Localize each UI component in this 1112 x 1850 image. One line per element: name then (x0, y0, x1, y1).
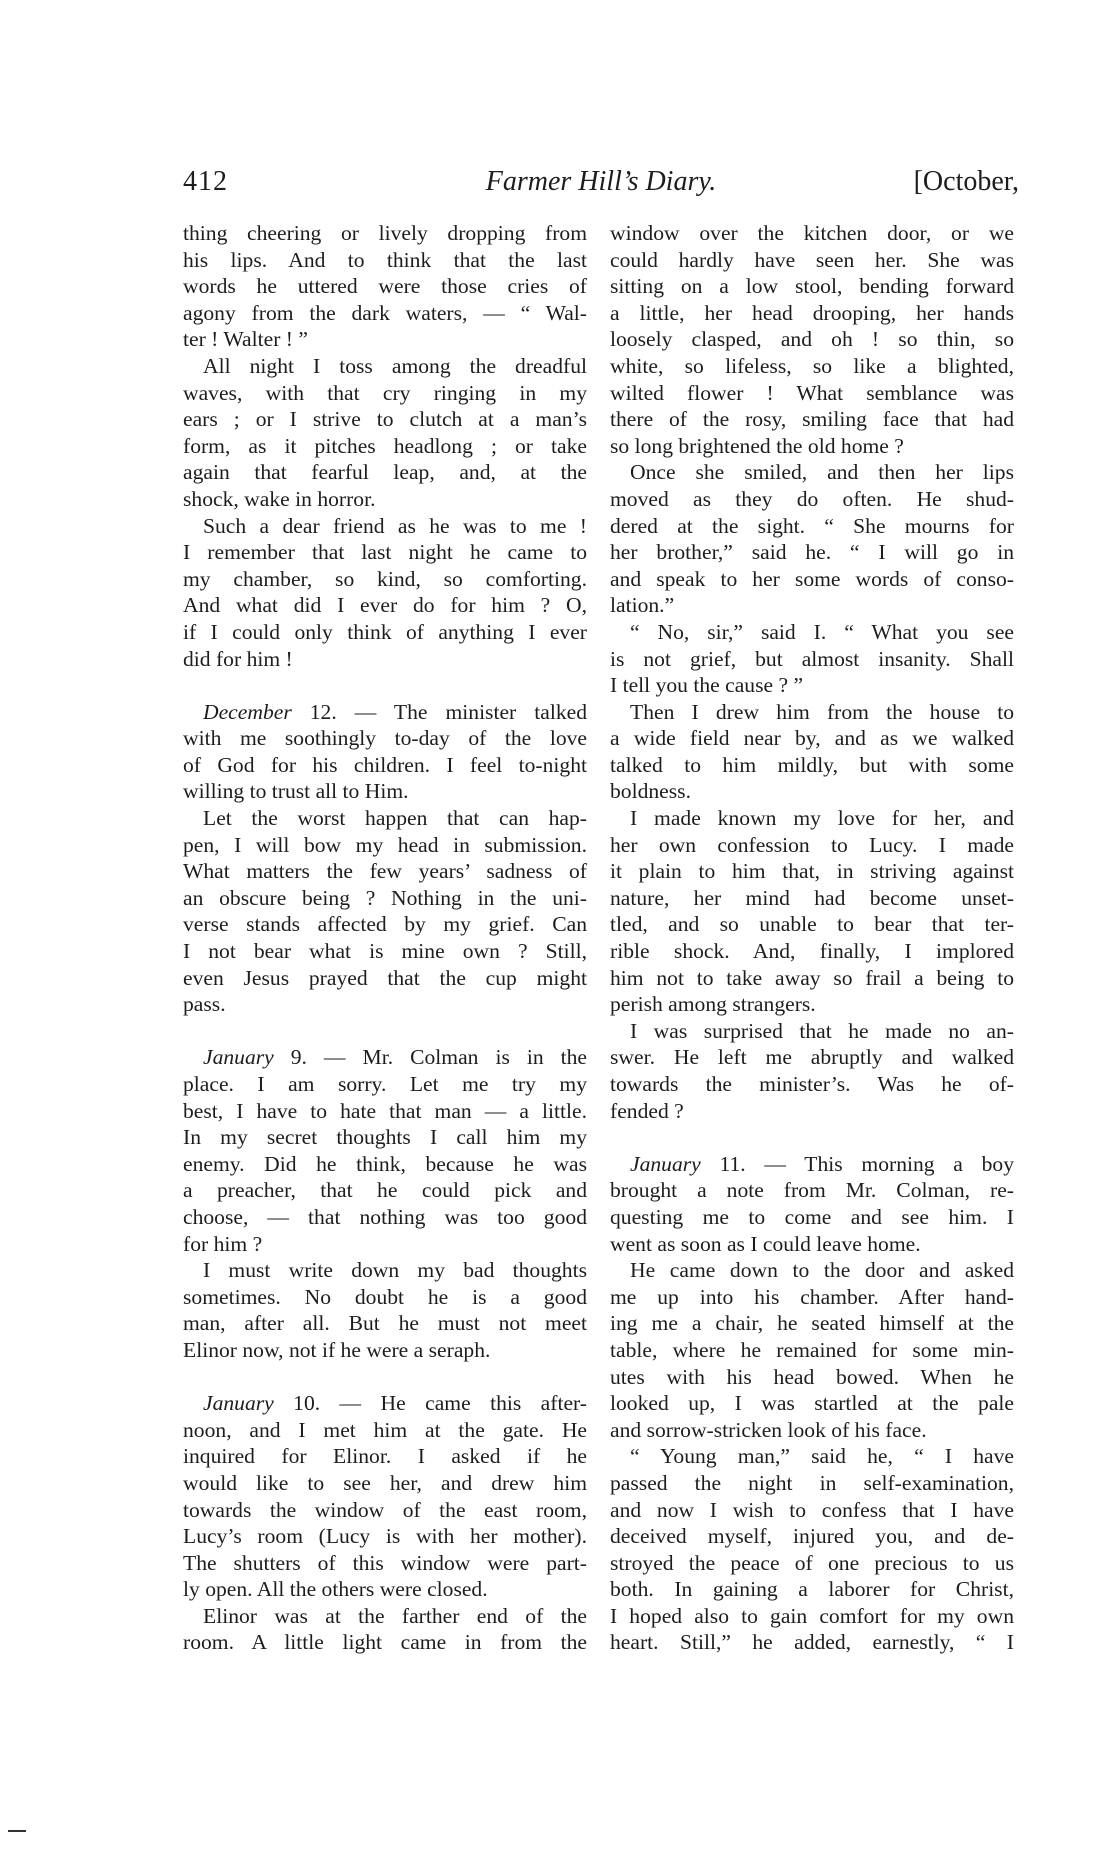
text-line (610, 1470, 1014, 1497)
line-text: thing cheering or lively dropping from (183, 221, 587, 245)
line-text: room. A little light came in from the (183, 1630, 587, 1655)
line-text: his lips. And to think that the last (183, 247, 587, 272)
text-line (183, 1257, 587, 1284)
line-text: dered at the sight. “ She mourns for (610, 513, 1014, 538)
line-text: moved as they do often. He shud- (610, 486, 1014, 511)
text-line (183, 832, 587, 859)
line-text: I made known my love for her, and (630, 806, 1014, 831)
line-text: I not bear what is mine own ? Still, (183, 939, 587, 964)
text-line (610, 513, 1014, 540)
line-text: both. In gaining a laborer for Christ, (610, 1577, 1014, 1602)
line-text: towards the window of the east room, (183, 1497, 587, 1522)
text-line (610, 858, 1014, 885)
line-text: What matters the few years’ sadness of (183, 859, 587, 884)
line-text: 11. — This morning a boy (700, 1151, 1014, 1176)
text-line (183, 1390, 587, 1417)
line-text: place. I am sorry. Let me try my (183, 1072, 587, 1096)
text-line (610, 353, 1014, 380)
running-month: [October, (913, 166, 1019, 197)
line-text: and speak to her some words of conso- (610, 566, 1014, 591)
line-text: agony from the dark waters, — “ Wal- (183, 300, 587, 325)
text-line (610, 965, 1014, 992)
line-text: 9. — Mr. Colman is in the (273, 1045, 587, 1070)
text-line (183, 991, 587, 1018)
line-text: waves, with that cry ringing in my (183, 380, 587, 405)
line-text: Elinor was at the farther end of the (203, 1603, 587, 1628)
text-line (183, 433, 587, 460)
line-text: even Jesus prayed that the cup might (183, 965, 587, 990)
line-text: words he uttered were those cries of (183, 274, 587, 299)
line-text: Lucy’s room (Lucy is with her mother). (183, 1524, 587, 1549)
text-line (183, 619, 587, 646)
line-text: pass. (183, 992, 226, 1017)
line-text: window over the kitchen door, or we (610, 221, 1014, 245)
line-text: form, as it pitches headlong ; or take (183, 433, 587, 458)
text-line (610, 1523, 1014, 1550)
line-text: shock, wake in horror. (183, 486, 376, 511)
text-line (183, 406, 587, 433)
line-text: did for him ! (183, 646, 293, 671)
text-line (610, 433, 1014, 460)
text-line (183, 911, 587, 938)
line-text: “ No, sir,” said I. “ What you see (630, 619, 1014, 644)
text-line (183, 247, 587, 274)
running-title: Farmer Hill’s Diary. (485, 166, 717, 197)
text-line (610, 539, 1014, 566)
text-line (183, 353, 587, 380)
text-line (183, 1629, 587, 1656)
line-text: looked up, I was startled at the pale (610, 1391, 1014, 1416)
text-line (610, 592, 1014, 619)
text-line (183, 1124, 587, 1151)
text-line (183, 778, 587, 805)
text-line (183, 805, 587, 832)
text-line (183, 725, 587, 752)
text-line (183, 858, 587, 885)
text-line (183, 1204, 587, 1231)
line-text: Once she smiled, and then her lips (630, 460, 1014, 485)
left-column (183, 220, 587, 1656)
line-text: and sorrow-stricken look of his face. (610, 1417, 927, 1442)
line-text: I tell you the cause ? ” (610, 673, 804, 698)
line-text: inquired for Elinor. I asked if he (183, 1444, 587, 1469)
text-line (610, 1098, 1014, 1125)
line-text: wilted flower ! What semblance was (610, 380, 1014, 405)
line-text: again that fearful leap, and, at the (183, 460, 587, 485)
line-text: ing me a chair, he seated himself at the (610, 1311, 1014, 1336)
text-line (610, 778, 1014, 805)
line-text: an obscure being ? Nothing in the uni- (183, 885, 587, 910)
line-text: man, after all. But he must not meet (183, 1311, 587, 1336)
text-line (183, 1071, 587, 1098)
text-line (610, 486, 1014, 513)
text-line (610, 1257, 1014, 1284)
entry-date: January (630, 1151, 701, 1176)
line-text: sometimes. No doubt he is a good (183, 1284, 587, 1309)
line-text: stroyed the peace of one precious to us (610, 1550, 1014, 1575)
text-line (610, 1390, 1014, 1417)
line-text: verse stands affected by my grief. Can (183, 912, 587, 937)
text-line (183, 1098, 587, 1125)
line-text: noon, and I met him at the gate. He (183, 1417, 587, 1442)
entry-gap (183, 672, 587, 699)
text-line (610, 326, 1014, 353)
line-text: towards the minister’s. Was he of- (610, 1072, 1014, 1096)
text-line (183, 965, 587, 992)
text-line (610, 1310, 1014, 1337)
line-text: 12. — The minister talked (291, 699, 587, 724)
text-line (183, 1284, 587, 1311)
line-text: her brother,” said he. “ I will go in (610, 540, 1014, 565)
line-text: me up into his chamber. After hand- (610, 1284, 1014, 1309)
line-text: deceived myself, injured you, and de- (610, 1524, 1014, 1549)
text-line (183, 752, 587, 779)
line-text: my chamber, so kind, so comforting. (183, 566, 587, 591)
line-text: for him ? (183, 1231, 263, 1256)
line-text: brought a note from Mr. Colman, re- (610, 1178, 1014, 1203)
line-text: fended ? (610, 1098, 684, 1123)
text-line (183, 1310, 587, 1337)
line-text: a preacher, that he could pick and (183, 1178, 587, 1203)
text-line (610, 1071, 1014, 1098)
text-line (183, 326, 587, 353)
running-header (183, 160, 1019, 204)
entry-gap (183, 1018, 587, 1045)
line-text: The shutters of this window were part- (183, 1550, 587, 1575)
line-text: I remember that last night he came to (183, 540, 587, 565)
line-text: I must write down my bad thoughts (203, 1258, 587, 1283)
text-line (183, 646, 587, 673)
text-line (610, 247, 1014, 274)
line-text: white, so lifeless, so like a blighted, (610, 353, 1014, 378)
text-line (610, 220, 1014, 247)
text-line (183, 1337, 587, 1364)
text-line (610, 1417, 1014, 1444)
text-line (183, 513, 587, 540)
page-number: 412 (183, 166, 228, 197)
text-line (183, 273, 587, 300)
line-text: Let the worst happen that can hap- (203, 806, 587, 831)
text-line (183, 459, 587, 486)
line-text: “ Young man,” said he, “ I have (630, 1444, 1014, 1469)
line-text: with me soothingly to-day of the love (183, 726, 587, 751)
line-text: rible shock. And, finally, I implored (610, 939, 1014, 964)
text-line (610, 1204, 1014, 1231)
text-line (183, 486, 587, 513)
text-line (183, 1044, 587, 1071)
text-line (610, 885, 1014, 912)
text-line (610, 646, 1014, 673)
text-line (610, 1497, 1014, 1524)
line-text: utes with his head bowed. When he (610, 1364, 1014, 1389)
text-line (183, 1497, 587, 1524)
text-line (183, 300, 587, 327)
text-line (610, 1443, 1014, 1470)
line-text: nature, her mind had become unset- (610, 885, 1014, 910)
text-line (183, 1231, 587, 1258)
text-line (610, 406, 1014, 433)
text-line (183, 1603, 587, 1630)
text-line (610, 991, 1014, 1018)
text-line (183, 1417, 587, 1444)
line-text: Such a dear friend as he was to me ! (203, 513, 587, 538)
text-line (610, 380, 1014, 407)
text-line (610, 805, 1014, 832)
text-line (610, 1151, 1014, 1178)
text-line (610, 1284, 1014, 1311)
text-line (610, 566, 1014, 593)
line-text: of God for his children. I feel to-night (183, 752, 587, 777)
text-line (183, 938, 587, 965)
text-line (610, 832, 1014, 859)
line-text: and now I wish to confess that I have (610, 1497, 1014, 1522)
line-text: questing me to come and see him. I (610, 1204, 1014, 1229)
line-text: I was surprised that he made no an- (630, 1018, 1014, 1043)
text-line (183, 592, 587, 619)
entry-gap (610, 1124, 1014, 1151)
text-line (610, 911, 1014, 938)
line-text: ly open. All the others were closed. (183, 1577, 488, 1602)
text-line (610, 1177, 1014, 1204)
text-line (610, 1576, 1014, 1603)
line-text: her own confession to Lucy. I made (610, 832, 1014, 857)
line-text: so long brightened the old home ? (610, 433, 904, 458)
text-line (183, 566, 587, 593)
line-text: him not to take away so frail a being to (610, 965, 1014, 990)
text-line (610, 938, 1014, 965)
margin-mark (8, 1830, 26, 1832)
line-text: talked to him mildly, but with some (610, 752, 1014, 777)
line-text: went as soon as I could leave home. (610, 1231, 921, 1256)
text-line (610, 699, 1014, 726)
text-line (610, 1603, 1014, 1630)
line-text: passed the night in self-examination, (610, 1470, 1014, 1495)
line-text: heart. Still,” he added, earnestly, “ I (610, 1630, 1014, 1655)
text-line (610, 1337, 1014, 1364)
line-text: tled, and so unable to bear that ter- (610, 912, 1014, 937)
text-line (610, 1044, 1014, 1071)
text-line (183, 1523, 587, 1550)
line-text: ter ! Walter ! ” (183, 327, 308, 352)
text-line (183, 1576, 587, 1603)
text-line (183, 1550, 587, 1577)
text-line (610, 273, 1014, 300)
text-line (610, 752, 1014, 779)
text-line (183, 380, 587, 407)
text-line (610, 619, 1014, 646)
text-line (610, 1629, 1014, 1656)
entry-date: January (203, 1391, 274, 1416)
text-line (610, 459, 1014, 486)
line-text: And what did I ever do for him ? O, (183, 593, 587, 618)
line-text: enemy. Did he think, because he was (183, 1151, 587, 1176)
line-text: swer. He left me abruptly and walked (610, 1045, 1014, 1070)
text-line (183, 1177, 587, 1204)
line-text: is not grief, but almost insanity. Shall (610, 646, 1014, 671)
entry-date: January (203, 1045, 274, 1070)
line-text: perish among strangers. (610, 992, 816, 1017)
text-line (183, 1151, 587, 1178)
line-text: best, I have to hate that man — a little. (183, 1098, 587, 1123)
line-text: choose, — that nothing was too good (183, 1204, 587, 1229)
text-line (183, 1443, 587, 1470)
text-line (183, 885, 587, 912)
line-text: pen, I will bow my head in submission. (183, 832, 587, 857)
line-text: if I could only think of anything I ever (183, 619, 587, 644)
text-line (183, 220, 587, 247)
line-text: Elinor now, not if he were a seraph. (183, 1337, 491, 1362)
text-line (610, 672, 1014, 699)
text-line (610, 1231, 1014, 1258)
line-text: All night I toss among the dreadful (203, 353, 587, 378)
text-line (610, 300, 1014, 327)
line-text: I hoped also to gain comfort for my own (610, 1603, 1014, 1628)
line-text: In my secret thoughts I call him my (183, 1125, 587, 1150)
line-text: willing to trust all to Him. (183, 779, 409, 804)
line-text: loosely clasped, and oh ! so thin, so (610, 327, 1014, 352)
text-line (610, 1018, 1014, 1045)
text-line (610, 725, 1014, 752)
line-text: a little, her head drooping, her hands (610, 300, 1014, 325)
line-text: sitting on a low stool, bending forward (610, 274, 1014, 299)
text-line (610, 1550, 1014, 1577)
text-line (183, 1470, 587, 1497)
text-line (610, 1364, 1014, 1391)
line-text: could hardly have seen her. She was (610, 247, 1014, 272)
text-line (183, 699, 587, 726)
entry-date: December (203, 699, 292, 724)
right-column (610, 220, 1014, 1656)
text-line (183, 539, 587, 566)
line-text: ears ; or I strive to clutch at a man’s (183, 407, 587, 432)
line-text: a wide field near by, and as we walked (610, 726, 1014, 751)
line-text: it plain to him that, in striving against (610, 859, 1014, 884)
line-text: He came down to the door and asked (630, 1258, 1014, 1283)
line-text: boldness. (610, 779, 691, 804)
line-text: lation.” (610, 593, 675, 618)
entry-gap (183, 1364, 587, 1391)
line-text: Then I drew him from the house to (630, 699, 1014, 724)
line-text: would like to see her, and drew him (183, 1470, 587, 1495)
line-text: there of the rosy, smiling face that had (610, 407, 1014, 432)
line-text: 10. — He came this after- (273, 1391, 587, 1416)
line-text: table, where he remained for some min- (610, 1337, 1014, 1362)
